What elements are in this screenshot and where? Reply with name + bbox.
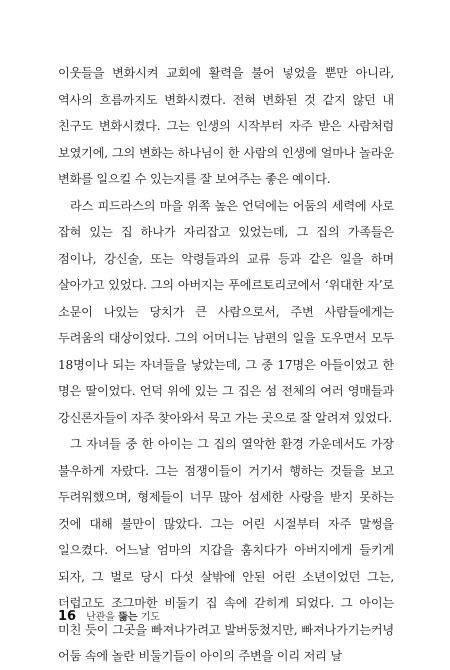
paragraph-1: 이웃들을 변화시켜 교회에 활력을 불어 넣었을 뿐만 아니라, 역사의 흐름까지도 변화시켰다. 전혀 변화된 것 같지 않던 내 친구도 변화시켰다. 그는 인생의 시작부터 자주 받은 사람처럼 보였기에, 그의 변화는 하나님이 한 사람의 인생에 얼마나 놀라운 변화를 일으킬 수 있는지를 잘 보여주는 좋은 예이다. (58, 66, 394, 186)
paragraph-3: 그 자녀들 중 한 아이는 그 집의 열악한 환경 가운데서도 가장 불우하게 자랐다. 그는 점쟁이들이 거기서 행하는 것들을 보고 두려워했으며, 형제들이 너무 많아 섬세한 사랑을 받지 못하는 것에 대해 불만이 많았다. 그는 어린 시절부터 자주 말썽을 일으켰다. 어느날 엄마의 지갑을 훔치다가 아버지에게 들키게 되자, 그 벌로 당시 다섯 살밖에 안된 어린 소년이었던 그는, 더럽고도 조그마한 비둘기 집 속에 갇히게 되었다. 그 아이는 미친 듯이 그곳을 빠져나가려고 발버둥쳤지만, 빠져나가기는커녕 어둠 속에 놀란 비둘기들이 아이의 주변을 이리 저리 날 (58, 437, 394, 663)
page-footer (58, 608, 160, 626)
running-title-pre: 난관을 (86, 612, 119, 623)
running-title-post: 기도 (137, 612, 161, 623)
paragraph-2: 라스 피드라스의 마을 위쪽 높은 언덕에는 어둠의 세력에 사로 잡혀 있는 집 하나가 자리잡고 있었는데, 그 집의 가족들은 점이나, 강신술, 또는 악령들과의 교류 등과 같은 일을 하며 살아가고 있었다. 그의 아버지는 푸에르토리코에서 ‘위대한 자’로 소문이 나있는 당치가 큰 사람으로서, 주변 사람들에게는 두려움의 대상이었다. 그의 어머니는 남편의 일을 도우면서 모두 18명이나 되는 자녀들을 낳았는데, 그 중 17명은 아들이었고 한 명은 딸이었다. 언덕 위에 있는 그 집은 섬 전체의 여러 영매들과 강신론자들이 자주 찾아와서 묵고 가는 곳으로 잘 알려져 있었다. (58, 198, 394, 425)
page-number: 16 (58, 609, 77, 624)
running-title-emph: 뚫는 (118, 612, 138, 623)
running-title (86, 608, 160, 623)
body-text (58, 60, 394, 670)
